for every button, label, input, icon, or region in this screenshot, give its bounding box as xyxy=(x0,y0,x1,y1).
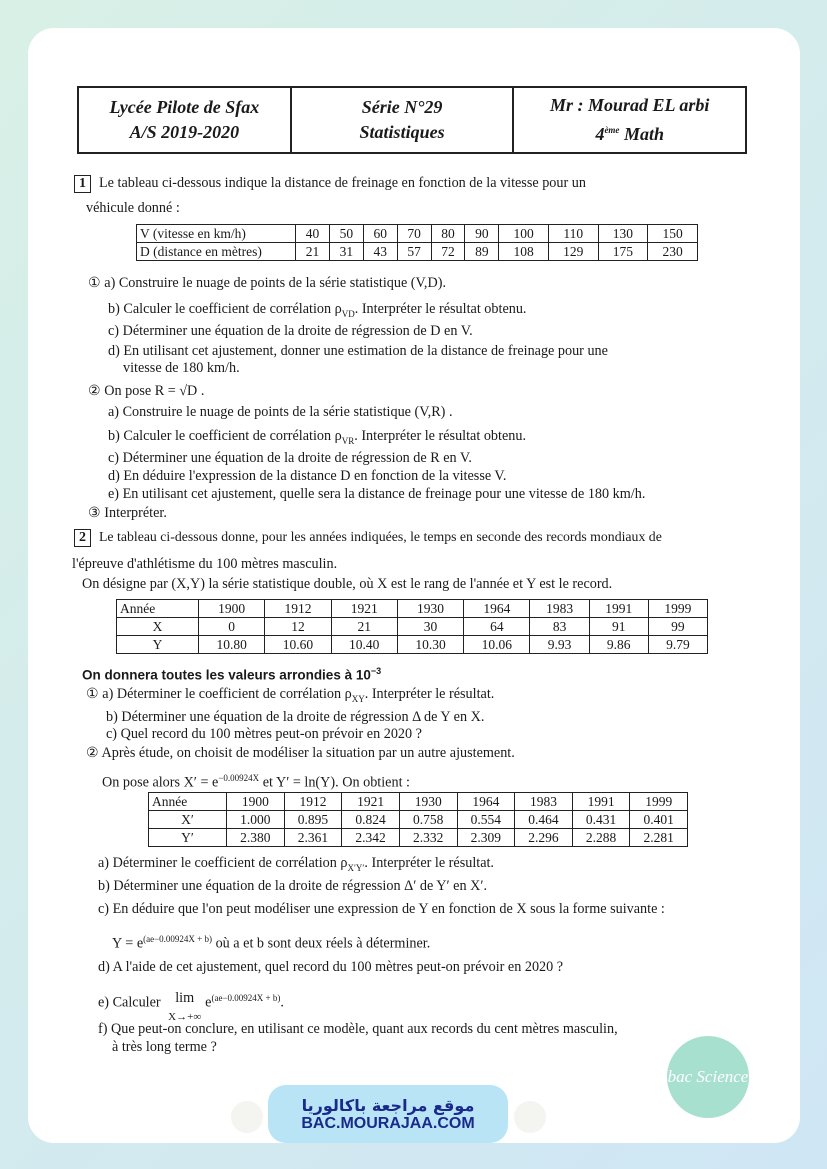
ex2-q2f: f) Que peut-on conclure, en utilisant ce modèle, quant aux records du cent mètres masculin, xyxy=(98,1021,618,1037)
table-cell: 12 xyxy=(265,618,331,636)
table-cell: 1930 xyxy=(399,793,457,811)
ex1-q1b: b) Calculer le coefficient de corrélation $\rho_{VD}$. Interpréter le résultat obtenu. xyxy=(108,301,527,319)
table-row: Année 1900 1912 1921 1930 1964 1983 1991 1999 xyxy=(117,600,708,618)
table-cell: 10.30 xyxy=(397,636,463,654)
ex2-q2f-cont: à très long terme ? xyxy=(112,1039,217,1055)
table-cell: 0.824 xyxy=(342,811,400,829)
table-cell: 1983 xyxy=(515,793,573,811)
table-cell: 60 xyxy=(363,225,397,243)
table-cell: 1964 xyxy=(464,600,530,618)
table-cell: 43 xyxy=(363,243,397,261)
table-cell: 1983 xyxy=(530,600,589,618)
speed-distance-table xyxy=(136,224,698,261)
brand-logo xyxy=(667,1036,749,1118)
ex1-q1d: d) En utilisant cet ajustement, donner une estimation de la distance de freinage pour une xyxy=(108,343,608,359)
table-cell: 130 xyxy=(598,225,648,243)
school-name: Lycée Pilote de Sfax xyxy=(109,97,260,117)
table-cell: 99 xyxy=(648,618,707,636)
exam-header xyxy=(77,86,747,154)
table-cell: 1964 xyxy=(457,793,515,811)
ex2-q2-intro: ② Après étude, on choisit de modéliser la situation par un autre ajustement. xyxy=(86,745,515,761)
ex2-q1b: b) Déterminer une équation de la droite de régression Δ de Y en X. xyxy=(106,709,485,725)
table-cell: 100 xyxy=(499,225,549,243)
table-cell: 0.464 xyxy=(515,811,573,829)
table-cell: 1921 xyxy=(331,600,397,618)
table-cell: 175 xyxy=(598,243,648,261)
table-cell: 10.40 xyxy=(331,636,397,654)
series-number: Série N°29 xyxy=(361,97,443,117)
ex1-q3: ③ Interpréter. xyxy=(88,505,167,521)
ex1-q2b: b) Calculer le coefficient de corrélation $\rho_{VR}$. Interpréter le résultat obtenu. xyxy=(108,428,526,446)
ex2-intro-line3: On désigne par (X,Y) la série statistique double, où X est le rang de l'année et Y est le record. xyxy=(82,576,613,592)
banner-url[interactable]: BAC.MOURAJAA.COM xyxy=(301,1114,475,1132)
ex2-number-box: 2 xyxy=(74,529,91,547)
table-cell: 1999 xyxy=(630,793,688,811)
table-cell: 90 xyxy=(465,225,499,243)
table-cell: 64 xyxy=(464,618,530,636)
table-cell: 2.288 xyxy=(572,829,630,847)
site-banner[interactable] xyxy=(268,1085,508,1143)
brand-text: bac Science xyxy=(667,1067,749,1086)
exam-sheet xyxy=(28,28,800,1143)
table-cell: 1991 xyxy=(589,600,648,618)
ex1-intro-line2: véhicule donné : xyxy=(86,200,180,216)
ex2-q2d: d) A l'aide de cet ajustement, quel record du 100 mètres peut-on prévoir en 2020 ? xyxy=(98,959,564,975)
ex1-q2d: d) En déduire l'expression de la distance D en fonction de la vitesse V. xyxy=(108,468,507,484)
table-row: X′ 1.000 0.895 0.824 0.758 0.554 0.464 0.431 0.401 xyxy=(149,811,688,829)
table-cell: 72 xyxy=(431,243,465,261)
ex1-intro-line1: 1 Le tableau ci-dessous indique la distance de freinage en fonction de la vitesse pour un xyxy=(74,174,586,193)
ex1-q2a: a) Construire le nuage de points de la série statistique (V,R) . xyxy=(108,404,453,420)
table-cell: 1.000 xyxy=(227,811,285,829)
table-cell: 21 xyxy=(331,618,397,636)
table-cell: 108 xyxy=(499,243,549,261)
table-cell: 0.758 xyxy=(399,811,457,829)
banner-arabic: موقع مراجعة باكالوريا xyxy=(301,1095,475,1115)
table-row: D (distance en mètres) 21 31 43 57 72 89 108 129 175 230 xyxy=(137,243,698,261)
table-cell: 80 xyxy=(431,225,465,243)
table-cell: 150 xyxy=(648,225,698,243)
ex1-q2e: e) En utilisant cet ajustement, quelle sera la distance de freinage pour une vitesse de 180 km/h. xyxy=(108,486,646,502)
table-cell: 30 xyxy=(397,618,463,636)
ex2-q2c-formula: $Y = e^{(ae-0.00924X + b)}$ où a et b sont deux réels à déterminer. xyxy=(112,934,431,952)
table-cell: 2.342 xyxy=(342,829,400,847)
ex2-q2-pose: On pose alors $X' = e^{-0.00924X}$ et Y′ = ln(Y). On obtient : xyxy=(102,773,410,791)
ex2-q1c: c) Quel record du 100 mètres peut-on prévoir en 2020 ? xyxy=(106,726,422,742)
table-cell: 1912 xyxy=(265,600,331,618)
table-cell: 1999 xyxy=(648,600,707,618)
table-cell: 40 xyxy=(296,225,330,243)
series-topic: Statistiques xyxy=(359,122,445,142)
limit-symbol: lim xyxy=(175,990,195,1006)
table-cell: 1991 xyxy=(572,793,630,811)
ex1-q1c: c) Déterminer une équation de la droite de régression de D en V. xyxy=(108,323,473,339)
transformed-table xyxy=(148,792,688,847)
table-row: Y 10.80 10.60 10.40 10.30 10.06 9.93 9.86 9.79 xyxy=(117,636,708,654)
table-cell: 9.79 xyxy=(648,636,707,654)
grade: 4ème Math xyxy=(595,124,664,144)
series-cell xyxy=(292,88,515,152)
right-logo-icon xyxy=(514,1101,546,1133)
ex2-q2b: b) Déterminer une équation de la droite de régression Δ′ de Y′ en X′. xyxy=(98,878,488,894)
ex1-q1d-cont: vitesse de 180 km/h. xyxy=(123,360,240,376)
table-cell: 0.554 xyxy=(457,811,515,829)
ex2-q2a: a) Déterminer le coefficient de corrélation $\rho_{X'Y'}$. Interpréter le résultat. xyxy=(98,855,494,873)
table-cell: 1930 xyxy=(397,600,463,618)
table-cell: 10.60 xyxy=(265,636,331,654)
school-year: A/S 2019-2020 xyxy=(129,122,240,142)
table-cell: 2.332 xyxy=(399,829,457,847)
table-cell: 57 xyxy=(397,243,431,261)
teacher-name: Mr : Mourad EL arbi xyxy=(550,95,710,115)
table-row: X 0 12 21 30 64 83 91 99 xyxy=(117,618,708,636)
rounding-note: On donnera toutes les valeurs arrondies à $10^{-3}$ xyxy=(82,666,382,683)
table-cell: 2.309 xyxy=(457,829,515,847)
table-cell: 9.86 xyxy=(589,636,648,654)
table-cell: 2.380 xyxy=(227,829,285,847)
left-logo-icon xyxy=(231,1101,263,1133)
ex1-q1a: ① a) Construire le nuage de points de la série statistique (V,D). xyxy=(88,275,446,291)
table-row: V (vitesse en km/h) 40 50 60 70 80 90 100 110 130 150 xyxy=(137,225,698,243)
ex1-q2-intro: ② On pose R = √D . xyxy=(88,383,205,399)
ex2-intro-line1: 2 Le tableau ci-dessous donne, pour les années indiquées, le temps en seconde des records mondiaux de xyxy=(74,528,662,547)
table-cell: 83 xyxy=(530,618,589,636)
table-row: Y′ 2.380 2.361 2.342 2.332 2.309 2.296 2.288 2.281 xyxy=(149,829,688,847)
table-cell: 1912 xyxy=(284,793,342,811)
table-cell: 1921 xyxy=(342,793,400,811)
table-cell: 21 xyxy=(296,243,330,261)
ex1-number-box: 1 xyxy=(74,175,91,193)
teacher-cell xyxy=(514,88,745,152)
table-cell: 50 xyxy=(329,225,363,243)
ex2-q2e: e) Calculer lim $X\to+\infty e^{(ae-0.00924X + b)}$. xyxy=(98,990,284,1023)
table-cell: 2.281 xyxy=(630,829,688,847)
table-cell: 31 xyxy=(329,243,363,261)
table-cell: 70 xyxy=(397,225,431,243)
table-cell: 0.401 xyxy=(630,811,688,829)
table-cell: 1900 xyxy=(199,600,265,618)
limit-variable: X→+∞ xyxy=(168,1011,202,1023)
table-cell: 2.361 xyxy=(284,829,342,847)
table-cell: 89 xyxy=(465,243,499,261)
table-cell: 1900 xyxy=(227,793,285,811)
ex1-q2c: c) Déterminer une équation de la droite de régression de R en V. xyxy=(108,450,472,466)
table-cell: 0.895 xyxy=(284,811,342,829)
ex2-intro-line2: l'épreuve d'athlétisme du 100 mètres masculin. xyxy=(72,556,338,572)
table-cell: 2.296 xyxy=(515,829,573,847)
table-cell: 9.93 xyxy=(530,636,589,654)
ex2-q2c: c) En déduire que l'on peut modéliser une expression de Y en fonction de X sous la forme suivante : xyxy=(98,901,665,917)
table-cell: 0 xyxy=(199,618,265,636)
table-cell: 10.06 xyxy=(464,636,530,654)
table-cell: 230 xyxy=(648,243,698,261)
table-cell: 91 xyxy=(589,618,648,636)
table-cell: 0.431 xyxy=(572,811,630,829)
table-row: Année 1900 1912 1921 1930 1964 1983 1991 1999 xyxy=(149,793,688,811)
ex2-q1a: ① a) Déterminer le coefficient de corrélation $\rho_{XY}$. Interpréter le résultat. xyxy=(86,686,495,704)
table-cell: 129 xyxy=(548,243,598,261)
table-cell: 110 xyxy=(548,225,598,243)
records-table xyxy=(116,599,708,654)
school-cell xyxy=(79,88,292,152)
table-cell: 10.80 xyxy=(199,636,265,654)
